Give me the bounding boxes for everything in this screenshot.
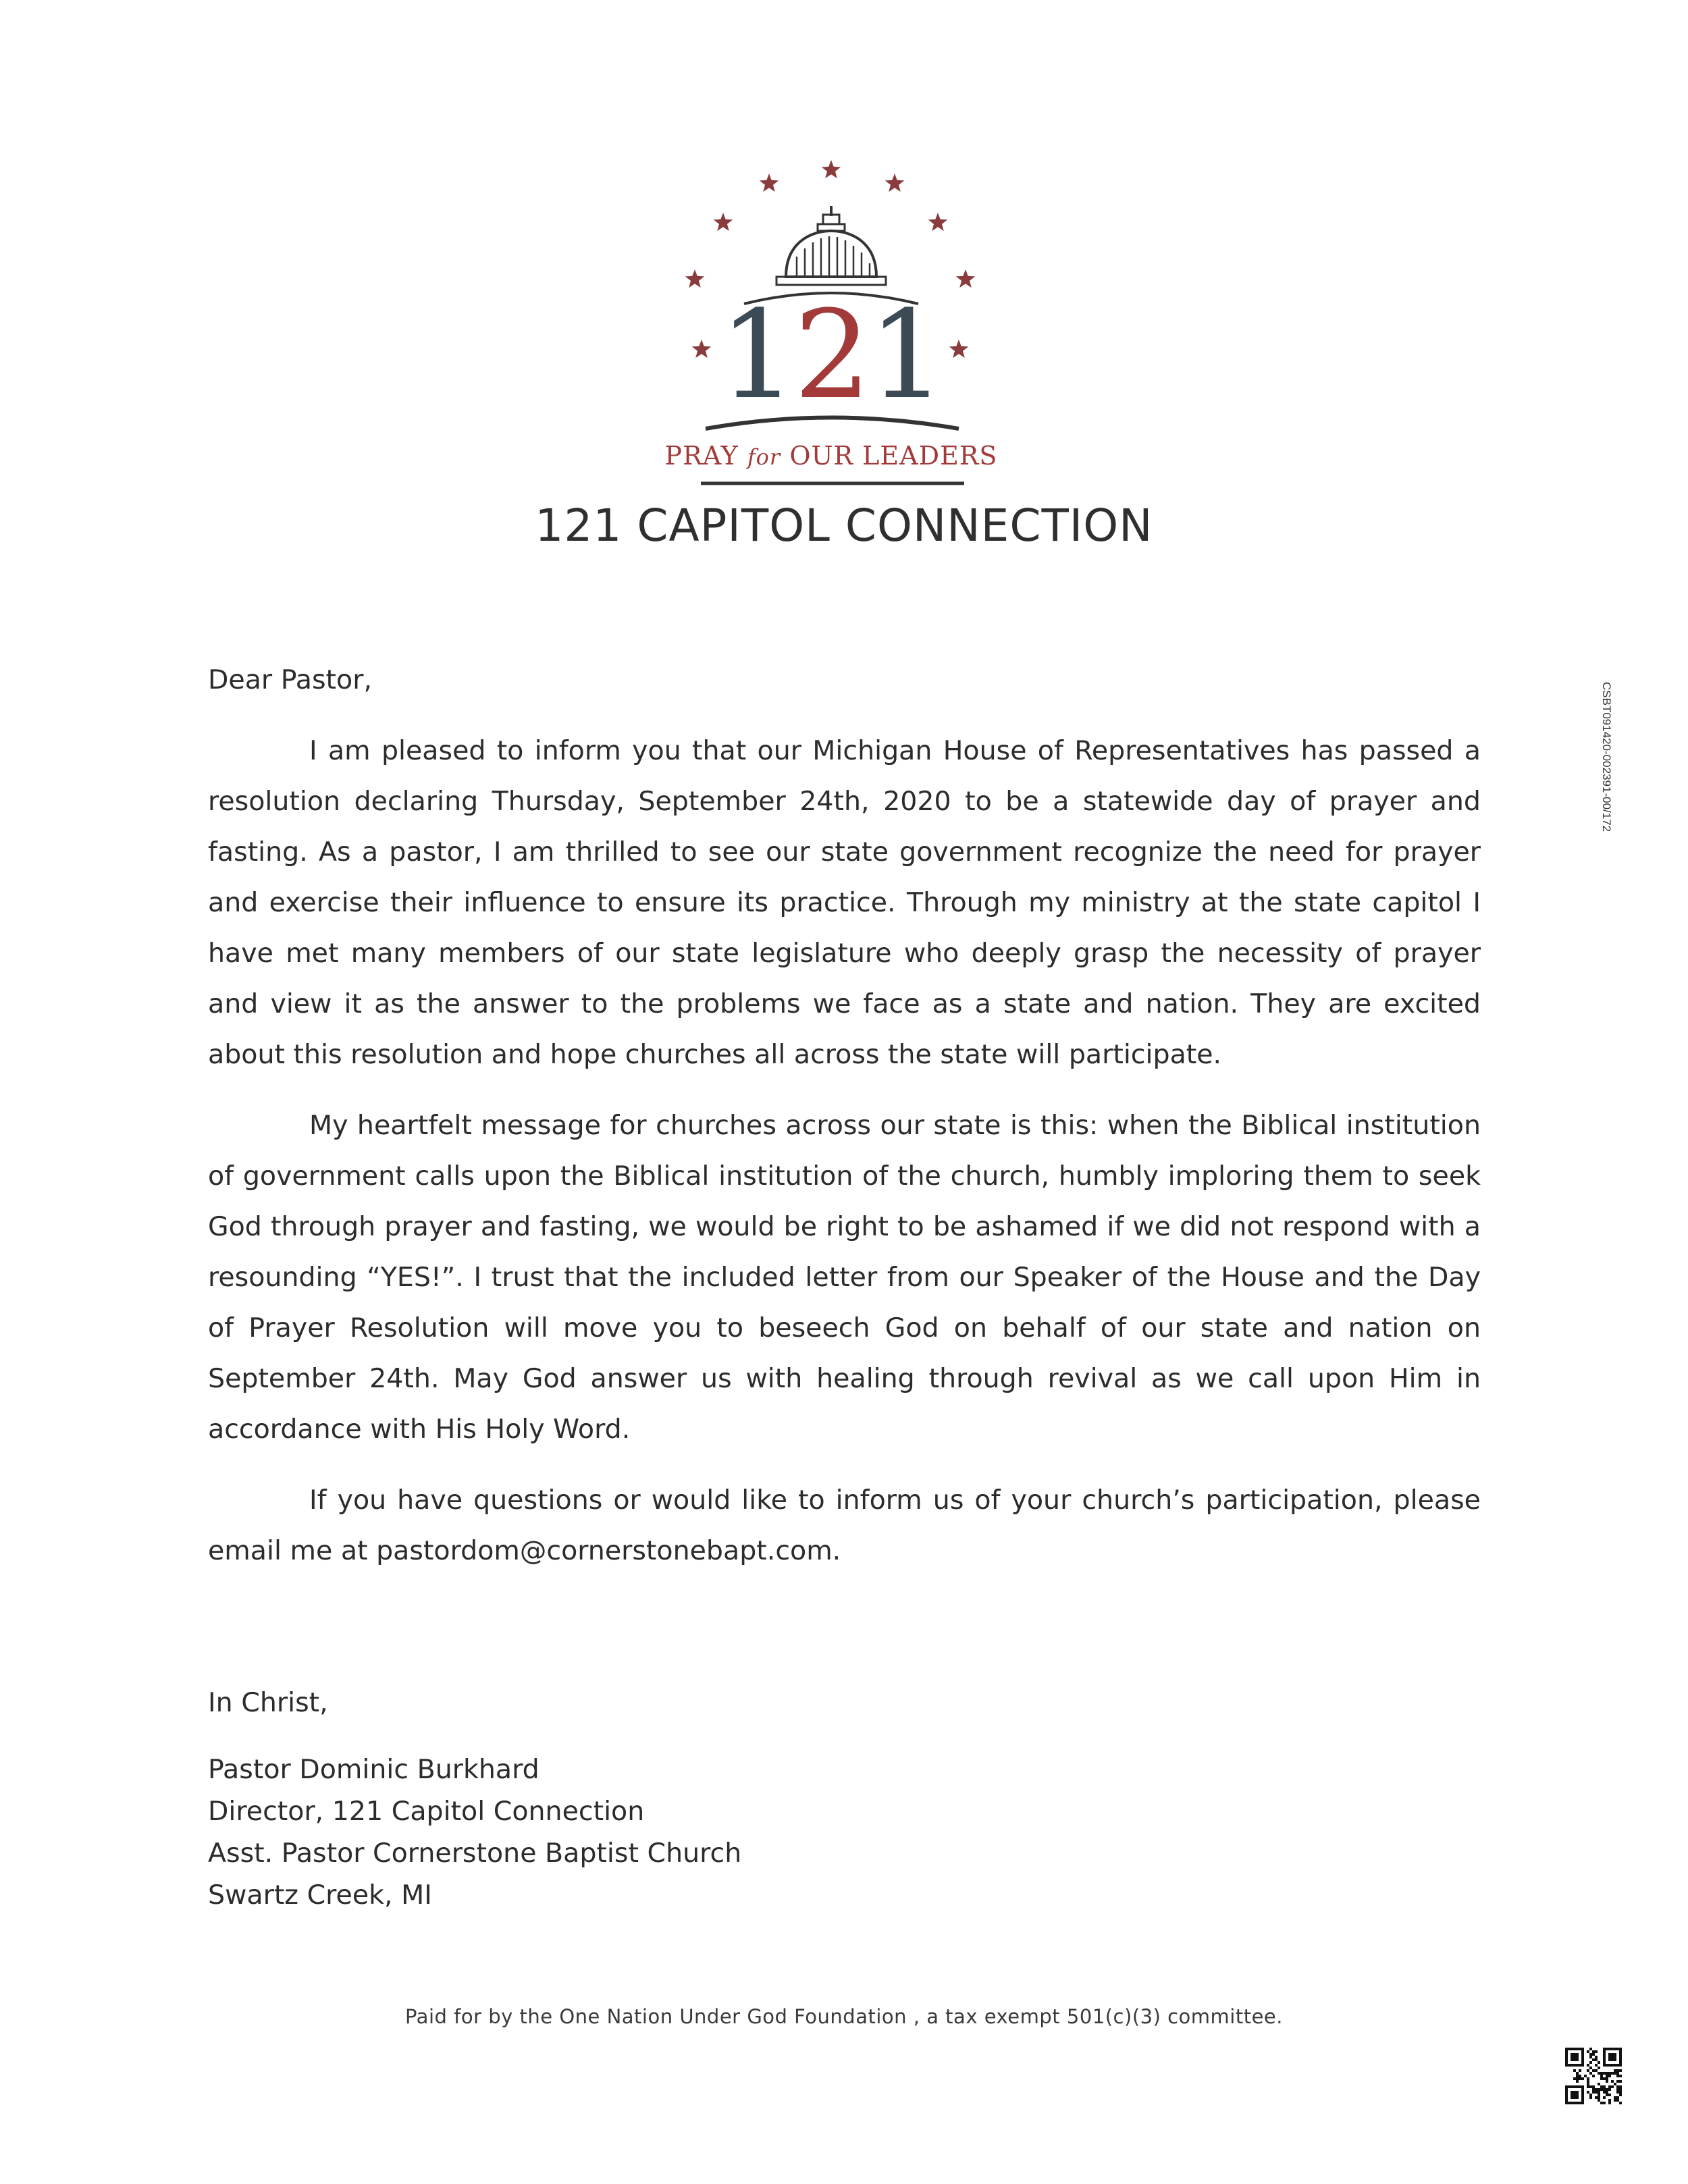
document-code: CSBT091420-002391-00/172 bbox=[1600, 682, 1613, 832]
paragraph-resolution: I am pleased to inform you that our Michigan House of Representatives has passed a resolution declaring Thursday, September 24th, 2020 to be a statewide day of prayer and fasting. As a pastor, I am thrilled to see our state government recognize the need for prayer and exercise their influence to ensure its practice. Through my ministry at the state capitol I have met many members of our state legislature who deeply grasp the necessity of prayer and view it as the answer to the problems we face as a state and nation. They are excited about this resolution and hope churches all across the state will participate. bbox=[208, 735, 1481, 1070]
salutation: Dear Pastor, bbox=[208, 664, 372, 695]
paragraph-contact: If you have questions or would like to inform us of your church’s participation, please email me at pastordom@cornerstonebapt.com. bbox=[208, 1485, 1481, 1566]
logo-121-pray-for-our-leaders bbox=[0, 0, 1688, 513]
star-icon bbox=[949, 340, 969, 358]
star-icon bbox=[760, 174, 779, 192]
paragraph-message: My heartfelt message for churches across our state is this: when the Biblical institution of government calls upon the Biblical institution of the church, humbly imploring them to seek God through prayer and fasting, we would be right to be ashamed if we did not respond with a resounding “YES!”. I trust that the included letter from our Speaker of the House and the Day of Prayer Resolution will move you to beseech God on behalf of our state and nation on September 24th. May God answer us with healing through revival as we call upon Him in accordance with His Holy Word. bbox=[208, 1110, 1481, 1445]
tagline-our-leaders: OUR LEADERS bbox=[789, 441, 998, 471]
star-icon bbox=[928, 213, 948, 231]
star-icon bbox=[822, 160, 841, 178]
logo-number: 121 bbox=[719, 285, 943, 426]
signature-name: Pastor Dominic Burkhard bbox=[208, 1754, 539, 1785]
star-icon bbox=[956, 269, 976, 288]
closing: In Christ, bbox=[208, 1687, 328, 1718]
signature-location: Swartz Creek, MI bbox=[208, 1880, 432, 1911]
star-icon bbox=[885, 174, 905, 192]
tagline-pray: PRAY bbox=[664, 441, 739, 471]
signature-block bbox=[208, 1749, 1481, 1916]
qr-code-icon bbox=[1565, 2048, 1622, 2104]
tagline-for: for bbox=[747, 444, 781, 470]
letter-body bbox=[208, 655, 1481, 1916]
logo-tagline bbox=[665, 441, 998, 471]
footer-disclaimer: Paid for by the One Nation Under God Foundation , a tax exempt 501(c)(3) committee. bbox=[404, 2005, 1283, 2028]
star-icon bbox=[692, 340, 712, 358]
signature-title: Director, 121 Capitol Connection bbox=[208, 1796, 645, 1827]
page-title: 121 CAPITOL CONNECTION bbox=[535, 500, 1153, 552]
star-icon bbox=[714, 213, 733, 231]
star-icon bbox=[685, 269, 705, 288]
signature-church: Asst. Pastor Cornerstone Baptist Church bbox=[208, 1838, 742, 1869]
